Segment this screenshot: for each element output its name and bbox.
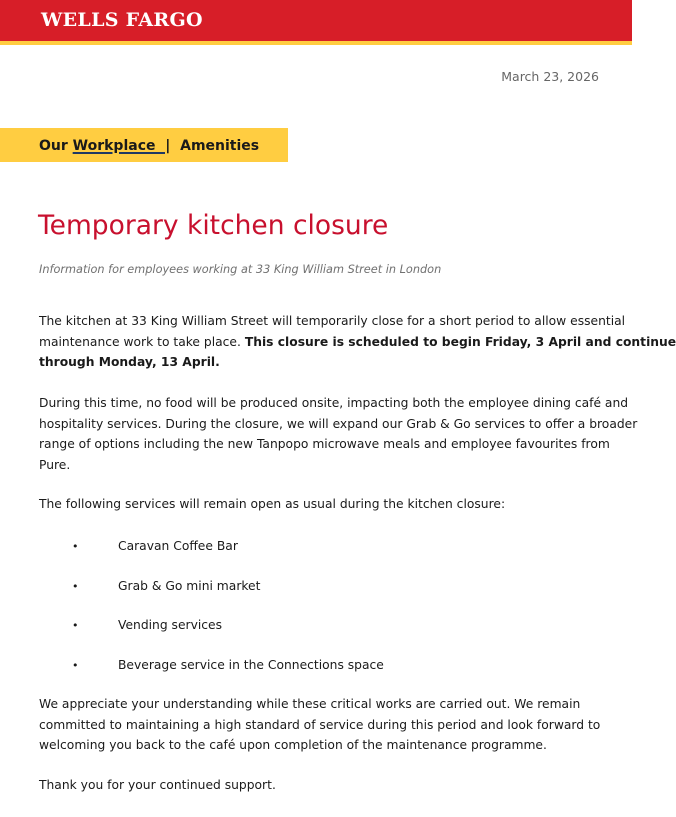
list-item (72, 577, 260, 596)
document-date: March 23, 2026 (501, 69, 599, 84)
paragraph-impact (39, 393, 638, 475)
workplace-link[interactable]: Workplace | (72, 138, 171, 154)
paragraph-line: range of options including the new Tanpopo microwave meals and employee favourites from (39, 437, 610, 452)
paragraph-line: committed to maintaining a high standard of service during this period and look forward to (39, 717, 601, 732)
paragraph-line: Pure. (39, 457, 71, 472)
brand-header (0, 0, 632, 41)
page-subtitle: Information for employees working at 33 King William Street in London (39, 263, 442, 276)
bullet-icon: • (72, 619, 79, 632)
paragraph-line: welcoming you back to the café upon completion of the maintenance programme. (39, 738, 547, 753)
page-title: Temporary kitchen closure (38, 210, 389, 241)
paragraph-text: maintenance work to take place. (39, 334, 245, 349)
list-item-text: Caravan Coffee Bar (118, 539, 238, 553)
banner-prefix: Our (39, 138, 73, 154)
header-gold-stripe (0, 41, 632, 45)
paragraph-line: The kitchen at 33 King William Street will temporarily close for a short period to allow essential (39, 314, 626, 328)
paragraph-line (39, 332, 676, 353)
paragraph-closing (39, 775, 599, 796)
list-item (72, 537, 238, 556)
list-item-text: Beverage service in the Connections space (118, 658, 384, 672)
banner-suffix: Amenities (170, 138, 260, 154)
list-item (72, 656, 384, 675)
bullet-icon: • (72, 540, 79, 553)
paragraph-intro (39, 311, 676, 373)
closure-dates-text: This closure is scheduled to begin Friday, 3 April and continue (244, 334, 676, 349)
paragraph-line: The following services will remain open as usual during the kitchen closure: (39, 497, 506, 511)
section-breadcrumb (39, 137, 259, 155)
paragraph-line: We appreciate your understanding while these critical works are carried out. We remain (39, 697, 581, 711)
list-item (72, 616, 222, 635)
paragraph-services-intro (39, 494, 599, 515)
bullet-icon: • (72, 580, 79, 593)
paragraph-line: hospitality services. During the closure, we will expand our Grab & Go services to offer a broader (39, 416, 638, 431)
paragraph-line: During this time, no food will be produced onsite, impacting both the employee dining café and (39, 396, 629, 410)
closure-dates-text-end: through Monday, 13 April. (39, 355, 220, 370)
wells-fargo-logo: WELLS FARGO (41, 9, 203, 31)
paragraph-line: Thank you for your continued support. (39, 778, 276, 792)
paragraph-appreciation (39, 694, 599, 756)
list-item-text: Vending services (118, 618, 223, 632)
list-item-text: Grab & Go mini market (118, 579, 261, 593)
bullet-icon: • (72, 659, 79, 672)
